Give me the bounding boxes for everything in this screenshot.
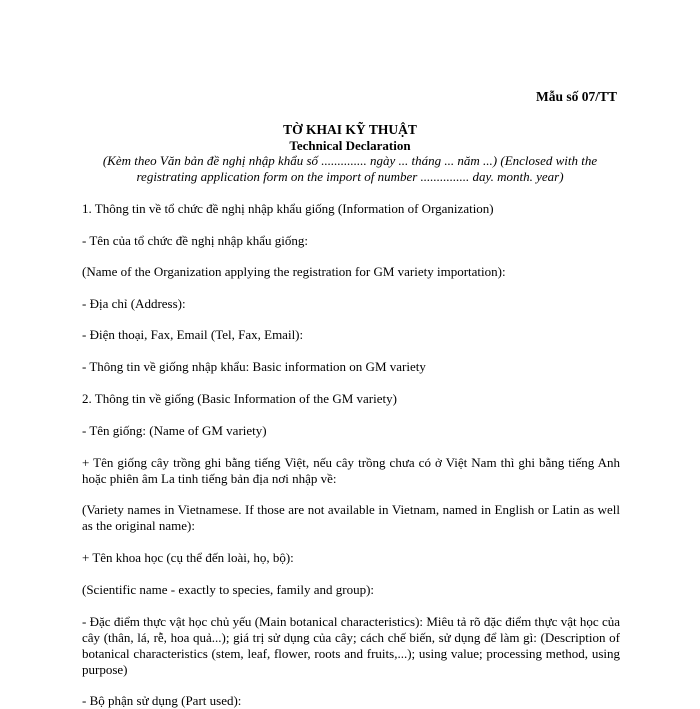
section-2-heading: 2. Thông tin về giống (Basic Information of the GM variety) — [82, 391, 397, 406]
form-number: Mẫu số 07/TT — [535, 89, 617, 104]
paragraph-contact: - Điện thoại, Fax, Email (Tel, Fax, Email): — [82, 327, 304, 342]
document-title: TỜ KHAI KỸ THUẬT — [283, 122, 417, 137]
paragraph-part-used: - Bộ phận sử dụng (Part used): — [82, 693, 242, 708]
paragraph-variety-name-vi: + Tên giống cây trồng ghi bằng tiếng Việt, nếu cây trồng chưa có ở Việt Nam thì ghi bằng tiếng Anh hoặc phiên âm La tinh tiếng bản địa nơi nhập về: — [82, 455, 620, 486]
section-1-heading: 1. Thông tin về tổ chức đề nghị nhập khẩu giống (Information of Organization) — [82, 201, 494, 216]
paragraph-botanical-characteristics: - Đặc điểm thực vật học chủ yếu (Main botanical characteristics): Miêu tả rõ đặc điểm thực vật học của cây (thân, lá, rễ, hoa quả...); giá trị sử dụng của cây; cách chế biến, sử dụng để làm gì: (Description of botanical characteristics (stem, leaf, flower, roots and fruits,...); using value; processing method, using purpose) — [82, 614, 620, 677]
paragraph-scientific-name-vi: + Tên khoa học (cụ thể đến loài, họ, bộ): — [82, 550, 294, 565]
enclosed-note: (Kèm theo Văn bản đề nghị nhập khẩu số .............. ngày ... tháng ... năm ...) (Enclosed with the registrating application form on the import of number ............... day. month. year) — [102, 153, 598, 184]
paragraph-organization-name-vi: - Tên của tổ chức đề nghị nhập khẩu giống: — [82, 233, 308, 248]
paragraph-organization-name-en: (Name of the Organization applying the registration for GM variety importation): — [82, 264, 506, 279]
paragraph-address: - Địa chỉ (Address): — [82, 296, 186, 311]
paragraph-variety-name-en: (Variety names in Vietnamese. If those are not available in Vietnam, named in English or Latin as well as the original name): — [82, 502, 620, 533]
paragraph-variety-name: - Tên giống: (Name of GM variety) — [82, 423, 267, 438]
paragraph-variety-info: - Thông tin về giống nhập khẩu: Basic information on GM variety — [82, 359, 426, 374]
paragraph-scientific-name-en: (Scientific name - exactly to species, family and group): — [82, 582, 375, 597]
document-subtitle: Technical Declaration — [289, 138, 411, 153]
